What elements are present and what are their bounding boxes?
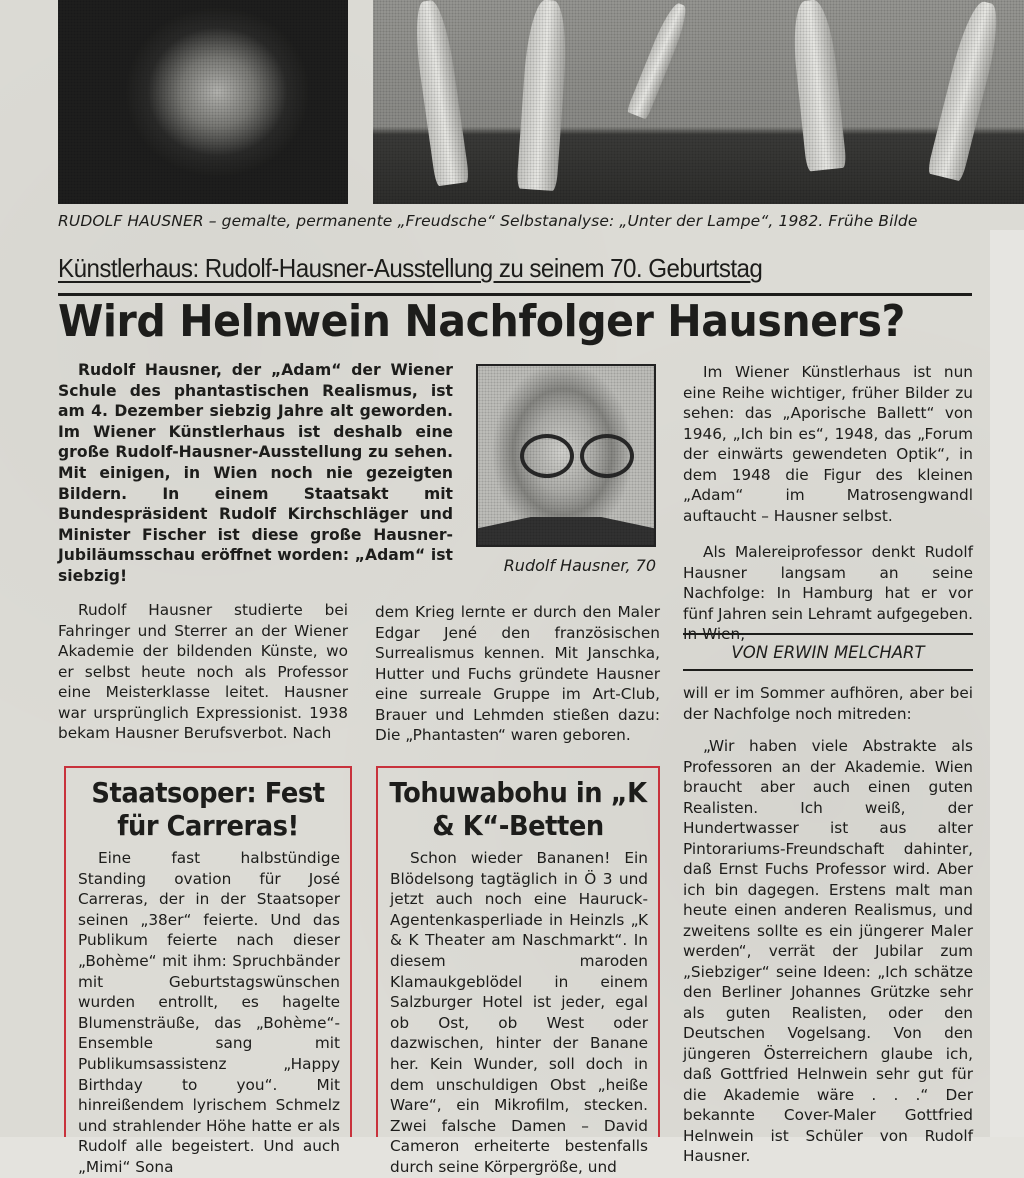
paragraph: Als Malereiprofessor denkt Rudolf Hausner langsam an seine Nachfolge: In Hamburg hat er vor fünf Jahren sein Lehramt aufgegeben. In Wien,	[683, 543, 973, 643]
box-title: Tohuwabohu in „K & K“-Betten	[389, 776, 647, 842]
box-body	[78, 848, 340, 1178]
news-box-staatsoper	[64, 766, 352, 1176]
main-headline: Wird Helnwein Nachfolger Hausners?	[58, 296, 905, 347]
article-column-3-top	[683, 362, 973, 645]
kicker-headline: Künstlerhaus: Rudolf-Hausner-Ausstellung zu seinem 70. Geburtstag	[58, 253, 763, 283]
paragraph: Schon wieder Bananen! Ein Blödelsong tagtäglich in Ö 3 und jetzt auch noch eine Hauruck-Agentenkasperliade in Heinzls „K & K Theater am Naschmarkt“. In diesem maroden Klamaukgeblödel in einem Salzburger Hotel ist jeder, egal ob Ost, ob West oder dazwischen, hinter der Banane her. Kein Wunder, soll doch in dem unschuldigen Obst „heiße Ware“, ein Mikrofilm, stecken. Zwei falsche Damen – David Cameron erheiterte bestenfalls durch seine Körpergröße, und	[390, 849, 648, 1176]
paragraph: dem Krieg lernte er durch den Maler Edgar Jené den französischen Surrealismus kennen. Mit Janschka, Hutter und Fuchs gründete Hausner eine surreale Gruppe im Art-Club, Brauer und Lehmden stießen dazu: Die „Phantasten“ waren geboren.	[375, 603, 660, 744]
halftone-texture	[478, 366, 654, 545]
lead-paragraph	[58, 360, 453, 587]
article-column-2	[375, 602, 660, 746]
byline: VON ERWIN MELCHART	[731, 643, 925, 662]
byline-box	[683, 633, 973, 671]
paragraph: „Wir haben viele Abstrakte als Professoren an der Akademie. Wien braucht aber auch einen guten Realisten. Ich weiß, der Hundertwasser ist aus alter Pintorariums-Freundschaft dahinter, daß Ernst Fuchs Professor wird. Aber ich bin dagegen. Erstens malt man heute einen anderen Realismus, und zweitens sollte es ein jüngerer Maler werden“, verrät der Jubilar zum „Siebziger“ seine Ideen: „Ich schätze den Berliner Johannes Grützke sehr als guten Realisten, oder den Deutschen Vogelsang. Von den jüngeren Österreichern glaube ich, daß Gottfried Helnwein sehr gut für die Akademie wäre . . .“ Der bekannte Cover-Maler Gottfried Helnwein ist Schüler von Rudolf Hausner.	[683, 737, 973, 1165]
paragraph: Rudolf Hausner studierte bei Fahringer und Sterrer an der Wiener Akademie der bildenden Künste, wo er selbst heute noch als Professor eine Meisterklasse leitet. Hausner war ursprünglich Expressionist. 1938 bekam Hausner Berufsverbot. Nach	[58, 601, 348, 742]
box-title: Staatsoper: Fest für Carreras!	[91, 776, 325, 842]
photo-hausner-dark-portrait	[58, 0, 348, 204]
halftone-texture	[373, 0, 1024, 204]
page-margin	[990, 230, 1024, 1137]
photo-hausner-portrait	[476, 364, 656, 547]
halftone-texture	[58, 0, 348, 204]
lead-text: Rudolf Hausner, der „Adam“ der Wiener Schule des phantastischen Realismus, ist am 4. Dezember siebzig Jahre alt geworden. Im Wiener Künstlerhaus ist deshalb eine große Rudolf-Hausner-Ausstellung zu sehen. Mit einigen, in Wien noch nie gezeigten Bildern. In einem Staatsakt mit Bundespräsident Rudolf Kirchschläger und Minister Fischer ist diese große Hausner-Jubiläumsschau eröffnet worden: „Adam“ ist siebzig!	[58, 361, 453, 585]
box-body	[390, 848, 648, 1178]
photo-caption-portrait: Rudolf Hausner, 70	[503, 556, 656, 575]
article-column-3-bottom	[683, 683, 973, 1167]
photo-painting-unter-der-lampe	[373, 0, 1024, 204]
paragraph: will er im Sommer aufhören, aber bei der Nachfolge noch mitreden:	[683, 684, 973, 723]
article-column-1	[58, 600, 348, 744]
photo-caption-top: RUDOLF HAUSNER – gemalte, permanente „Freudsche“ Selbstanalyse: „Unter der Lampe“, 1982. Frühe Bilde	[58, 212, 918, 230]
paragraph: Eine fast halbstündige Standing ovation für José Carreras, der in der Staatsoper seinen „38er“ feierte. Und das Publikum feierte nach dieser „Bohème“ mit ihm: Spruchbänder mit Geburtstagswünschen wurden entrollt, es hagelte Blumensträuße, das „Bohème“-Ensemble sang mit Publikumsassistenz „Happy Birthday to you“. Mit hinreißendem lyrischem Schmelz und strahlender Höhe hatte er als Rudolf alle begeistert. Und auch „Mimi“ Sona	[78, 849, 340, 1176]
paragraph: Im Wiener Künstlerhaus ist nun eine Reihe wichtiger, früher Bilder zu sehen: das „Aporische Ballett“ von 1946, „Ich bin es“, 1948, das „Forum der einwärts gewendeten Optik“, in dem 1948 die Figur des kleinen „Adam“ im Matrosengwandl auftaucht – Hausner selbst.	[683, 363, 973, 525]
news-box-tohuwabohu	[376, 766, 660, 1176]
